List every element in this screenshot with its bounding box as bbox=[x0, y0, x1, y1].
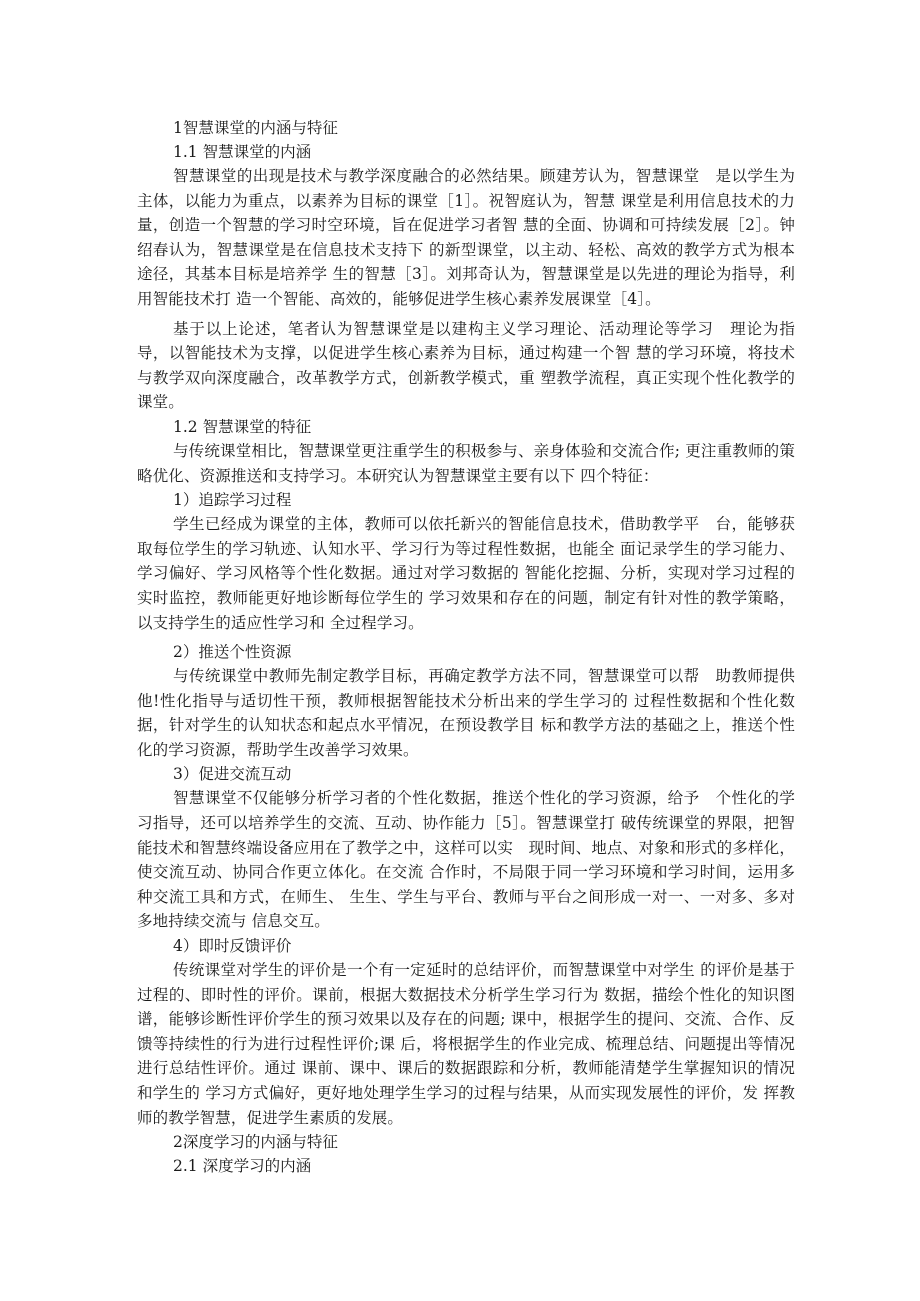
section-heading-2: 2深度学习的内涵与特征 bbox=[173, 1133, 338, 1152]
document-page bbox=[137, 116, 795, 1178]
paragraph-feature-1: 学生已经成为课堂的主体，教师可以依托新兴的智能信息技术，借助教学平 台，能够获取每位学生的学习轨迹、认知水平、学习行为等过程性数据，也能全 面记录学生的学习能力、学习偏好、学习风格等个性化数据。通过对学习数据的 智能化挖掘、分析，实现对学习过程的实时监控，教师能更好地诊断每位学生的 学习效果和存在的问题，制定有针对性的教学策略，以支持学生的适应性学习和 全过程学习。 bbox=[137, 515, 795, 632]
paragraph-definition: 智慧课堂的出现是技术与教学深度融合的必然结果。顾建芳认为，智慧课堂 是以学生为主体，以能力为重点，以素养为目标的课堂［1］。祝智庭认为，智慧 课堂是利用信息技术的力量，创造一个智慧的学习时空环境，旨在促进学习者智 慧的全面、协调和可持续发展［2］。钟绍春认为，智慧课堂是在信息技术支持下 的新型课堂，以主动、轻松、高效的教学方式为根本途径，其基本目标是培养学 生的智慧［3］。刘邦奇认为，智慧课堂是以先进的理论为指导，利用智能技术打 造一个智能、高效的，能够促进学生核心素养发展课堂［4］。 bbox=[137, 167, 795, 308]
subsection-heading-1-2: 1.2 智慧课堂的特征 bbox=[173, 417, 312, 436]
paragraph-feature-2: 与传统课堂中教师先制定教学目标，再确定教学方法不同，智慧课堂可以帮 助教师提供他!性化指导与适切性干预，教师根据智能技术分析出来的学生学习的 过程性数据和个性化数据，针对学生的认知状态和起点水平情况，在预设教学目 标和教学方法的基础之上，推送个性化的学习资源，帮助学生改善学习效果。 bbox=[137, 667, 795, 759]
feature-heading-2: 2）推送个性资源 bbox=[173, 643, 292, 662]
subsection-heading-2-1: 2.1 深度学习的内涵 bbox=[173, 1157, 312, 1176]
paragraph-features-intro: 与传统课堂相比，智慧课堂更注重学生的积极参与、亲身体验和交流合作; 更注重教师的策略优化、资源推送和支持学习。本研究认为智慧课堂主要有以下 四个特征： bbox=[137, 441, 795, 485]
paragraph-feature-4: 传统课堂对学生的评价是一个有一定延时的总结评价，而智慧课堂中对学生 的评价是基于过程的、即时性的评价。课前，根据大数据技术分析学生学习行为 数据，描绘个性化的知识图谱，能够诊断性评价学生的预习效果以及存在的问题; 课中，根据学生的提问、交流、合作、反馈等持续性的行为进行过程性评价;课 后，将根据学生的作业完成、梳理总结、问题提出等情况进行总结性评价。通过 课前、课中、课后的数据跟踪和分析，教师能清楚学生掌握知识的情况和学生的 学习方式偏好，更好地处理学生学习的过程与结果，从而实现发展性的评价，发 挥教师的教学智慧，促进学生素质的发展。 bbox=[137, 961, 795, 1127]
subsection-heading-1-1: 1.1 智慧课堂的内涵 bbox=[173, 143, 312, 161]
feature-heading-4: 4）即时反馈评价 bbox=[173, 937, 292, 956]
section-heading-1: 1智慧课堂的内涵与特征 bbox=[173, 119, 338, 137]
feature-heading-3: 3）促进交流互动 bbox=[173, 765, 292, 784]
paragraph-feature-3: 智慧课堂不仅能够分析学习者的个性化数据，推送个性化的学习资源，给予 个性化的学习指导，还可以培养学生的交流、互动、协作能力［5］。智慧课堂打 破传统课堂的界限，把智能技术和智慧终端设备应用在了教学之中，这样可以实 现时间、地点、对象和形式的多样化，使交流互动、协同合作更立体化。在交流 合作时，不局限于同一学习环境和学习时间，运用多种交流工具和方式，在师生、 生生、学生与平台、教师与平台之间形成一对一、一对多、多对多地持续交流与 信息交互。 bbox=[137, 789, 795, 931]
feature-heading-1: 1）追踪学习过程 bbox=[173, 491, 292, 510]
paragraph-author-view: 基于以上论述，笔者认为智慧课堂是以建构主义学习理论、活动理论等学习 理论为指导，以智能技术为支撑，以促进学生核心素养为目标，通过构建一个智 慧的学习环境，将技术与教学双向深度融合，改革教学方式，创新教学模式，重 塑教学流程，真正实现个性化教学的课堂。 bbox=[137, 319, 795, 412]
